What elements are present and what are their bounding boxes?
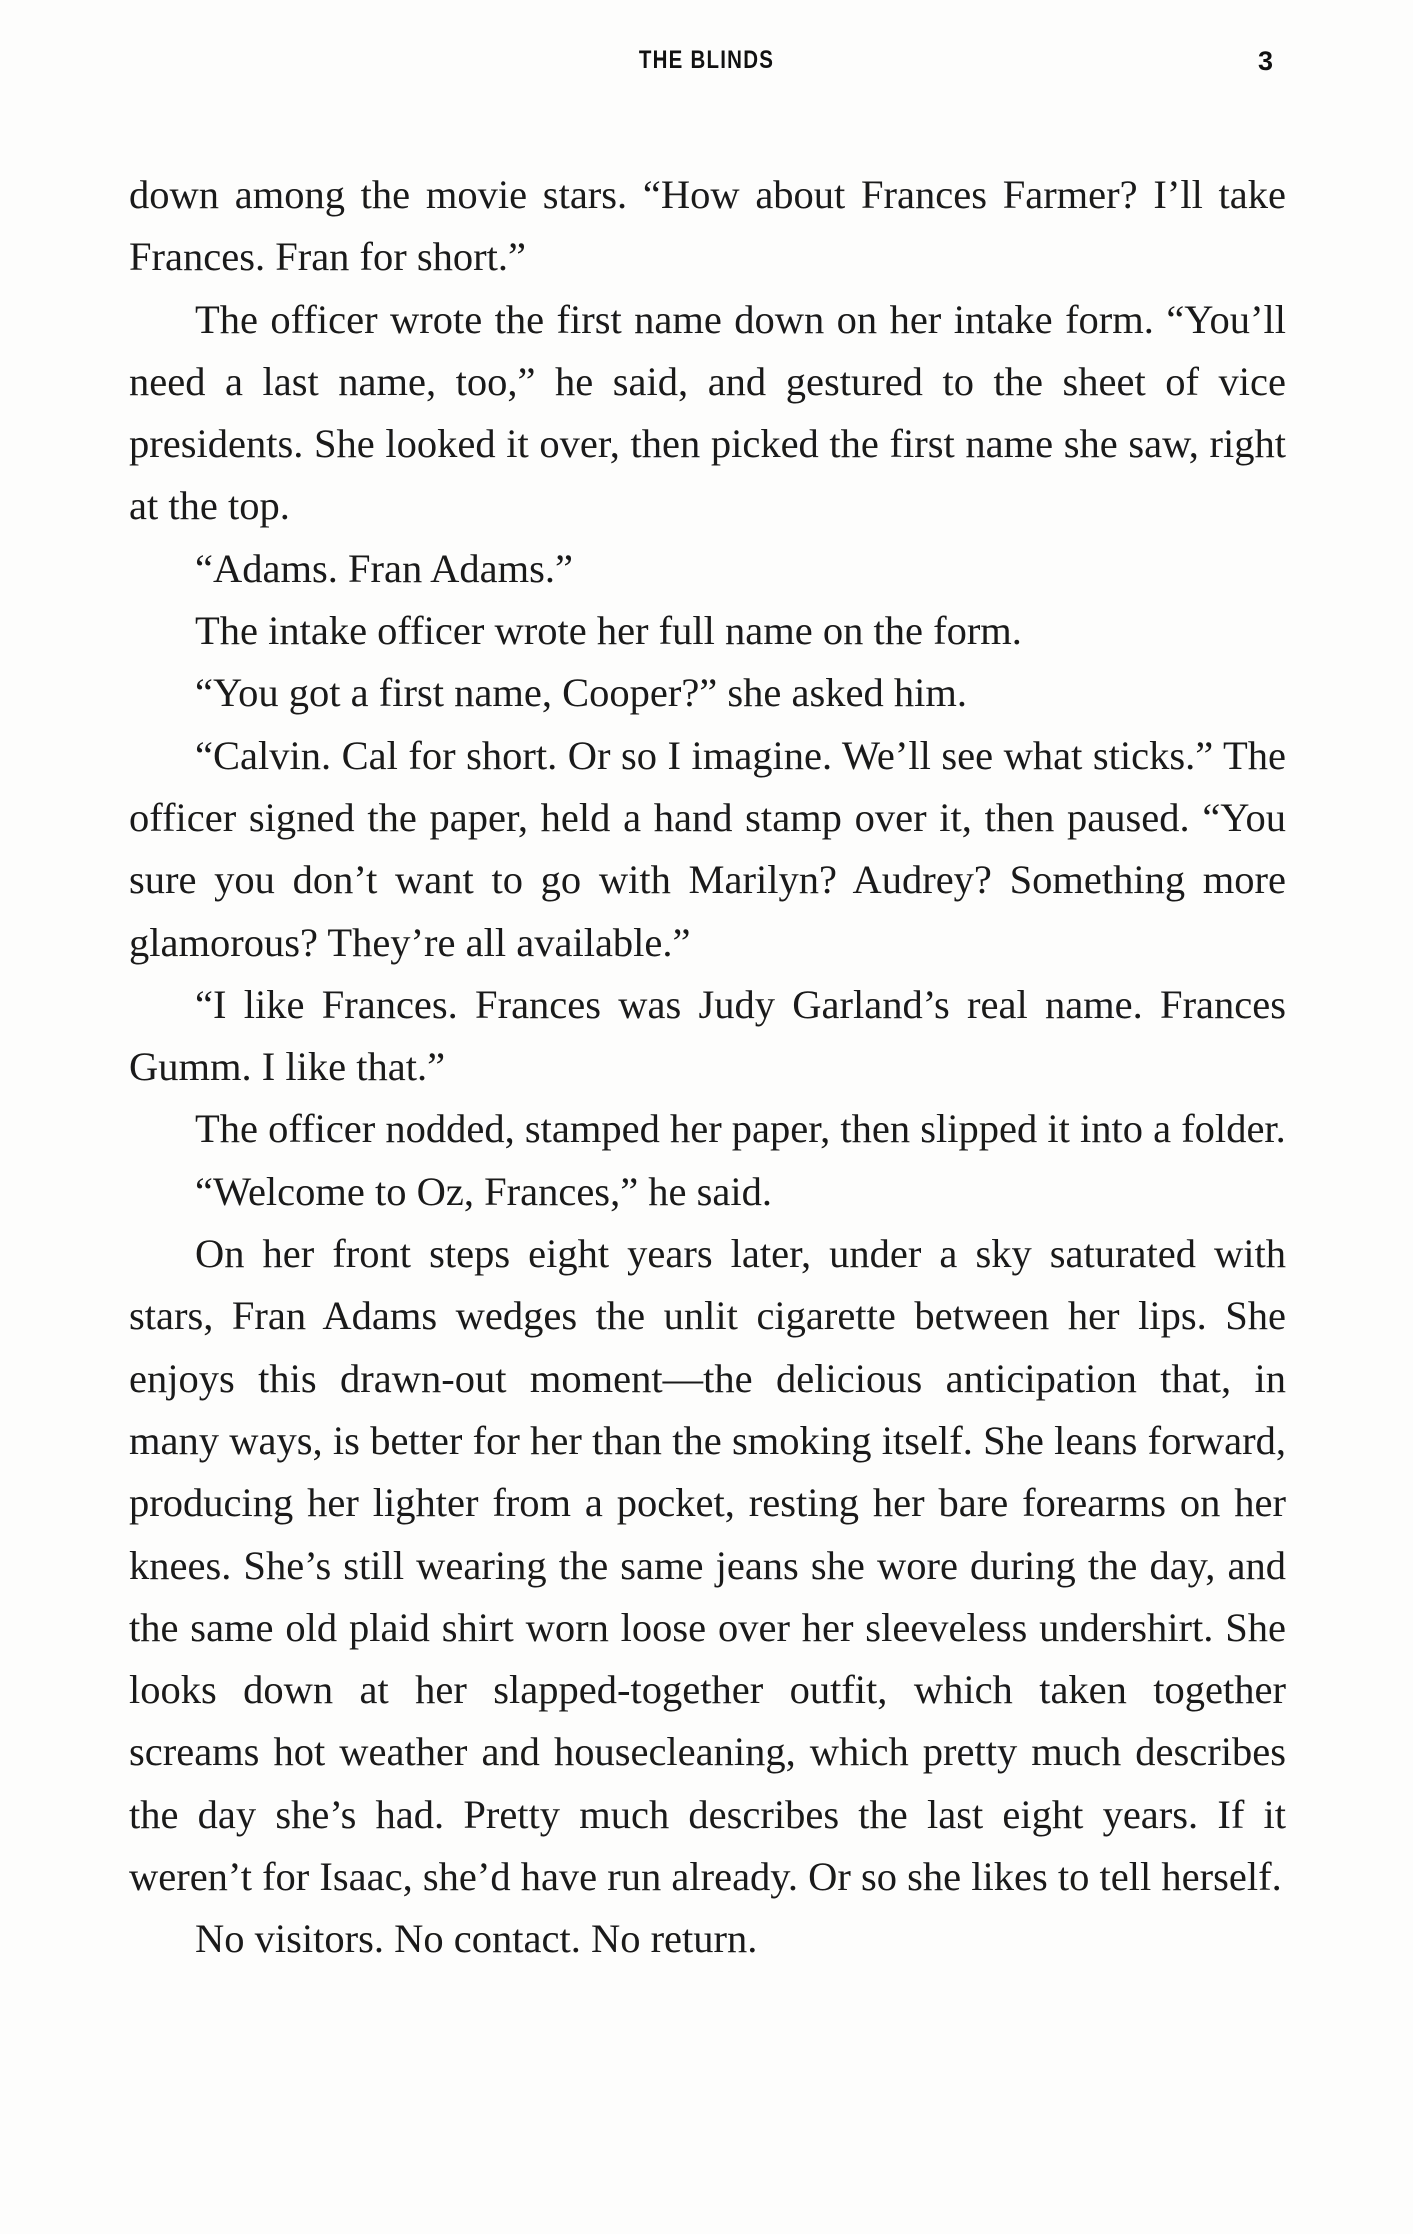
- paragraph: “I like Frances. Frances was Judy Garland’s real name. Frances Gumm. I like that.”: [129, 981, 1286, 1090]
- paragraph: “Calvin. Cal for short. Or so I imagine. We’ll see what sticks.” The officer signed the paper, held a hand stamp over it, then paused. “You sure you don’t want to go with Marilyn? Audrey? Something more glamorous? They’re all available.”: [129, 732, 1286, 965]
- paragraph: “Adams. Fran Adams.”: [195, 545, 573, 591]
- paragraph: “Welcome to Oz, Frances,” he said.: [195, 1168, 773, 1214]
- body-text: [129, 164, 1286, 1971]
- paragraph: The officer wrote the first name down on her intake form. “You’ll need a last name, too,” he said, and gestured to the sheet of vice presidents. She looked it over, then picked the first name she saw, right at the top.: [129, 296, 1286, 529]
- paragraph: The intake officer wrote her full name on the form.: [195, 608, 1022, 654]
- running-head: [0, 46, 1413, 86]
- running-head-title: THE BLINDS: [638, 46, 775, 74]
- paragraph: No visitors. No contact. No return.: [195, 1916, 758, 1962]
- paragraph: “You got a first name, Cooper?” she asked him.: [195, 670, 967, 716]
- paragraph: On her front steps eight years later, under a sky saturated with stars, Fran Adams wedges the unlit cigarette between her lips. She enjoys this drawn-out moment—the delicious anticipation that, in many ways, is better for her than the smoking itself. She leans forward, producing her lighter from a pocket, resting her bare forearms on her knees. She’s still wearing the same jeans she wore during the day, and the same old plaid shirt worn loose over her sleeveless undershirt. She looks down at her slapped-together outfit, which taken together screams hot weather and housecleaning, which pretty much describes the day she’s had. Pretty much describes the last eight years. If it weren’t for Isaac, she’d have run already. Or so she likes to tell herself.: [129, 1231, 1286, 1900]
- page-number: 3: [1258, 46, 1274, 76]
- paragraph: down among the movie stars. “How about Frances Farmer? I’ll take Frances. Fran for short.”: [129, 172, 1286, 280]
- paragraph: The officer nodded, stamped her paper, then slipped it into a folder.: [195, 1106, 1286, 1152]
